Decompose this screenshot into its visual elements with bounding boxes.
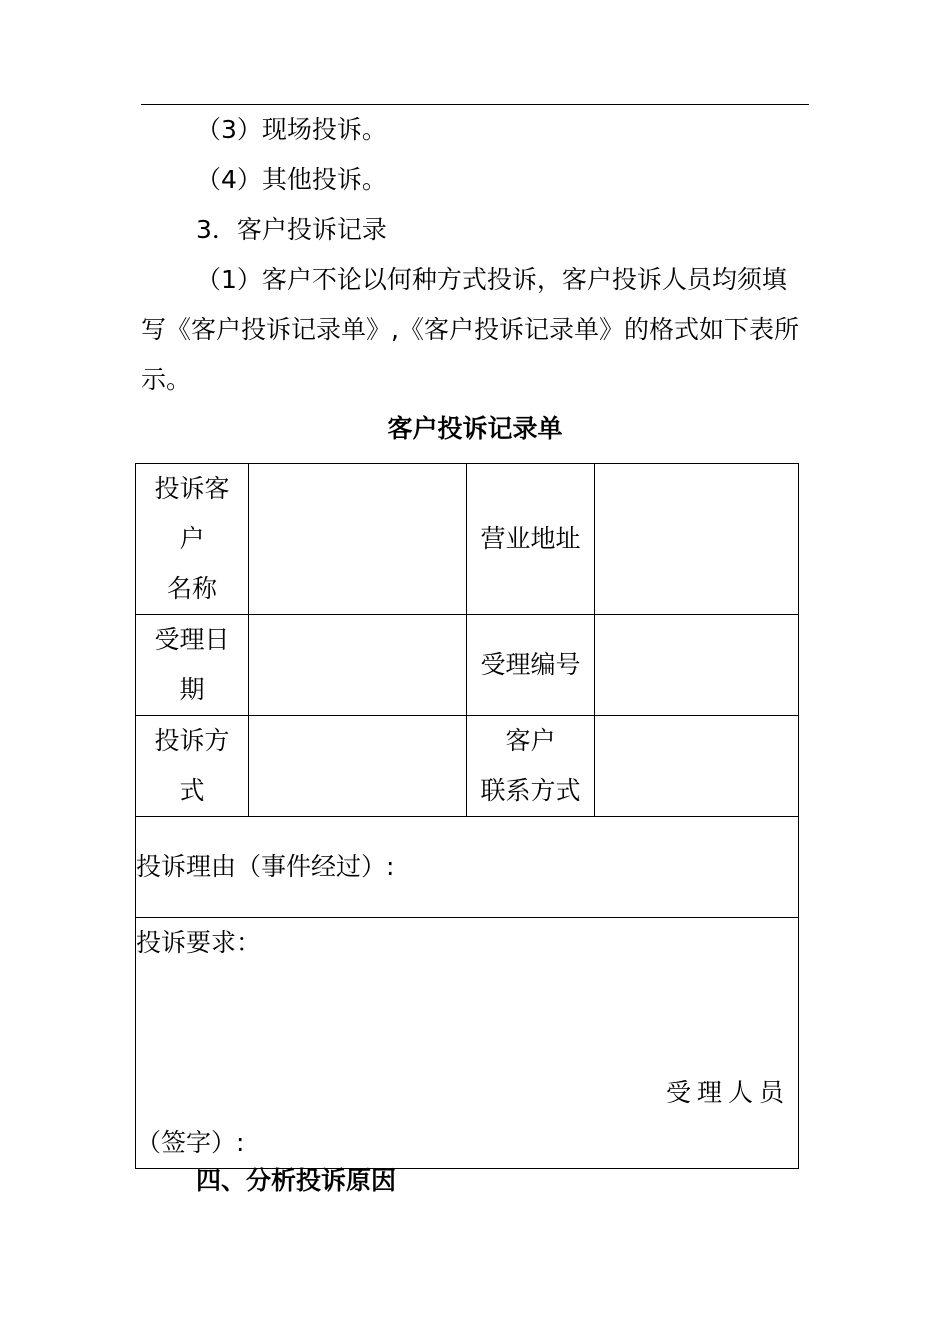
complaint-request-field[interactable] [136,918,799,1169]
form-row-method [136,716,799,817]
handler-label: 受理人员 [665,1078,790,1107]
accept-date-label: 受理日 期 [136,615,249,716]
accept-number-field[interactable] [595,615,799,716]
complaint-reason-label: 投诉理由（事件经过）: [136,852,395,881]
accept-date-field[interactable] [249,615,467,716]
list-item-onsite-complaint: （3）现场投诉。 [196,115,387,144]
signature-label: （签字）: [136,1128,245,1157]
accept-number-label: 受理编号 [467,615,595,716]
business-address-label: 营业地址 [467,464,595,615]
customer-name-field[interactable] [249,464,467,615]
paragraph-line-3: 示。 [141,365,192,394]
paragraph-line-1: （1）客户不论以何种方式投诉，客户投诉人员均须填 [196,265,787,294]
customer-contact-label: 客户 联系方式 [467,716,595,817]
customer-name-label: 投诉客 户 名称 [136,464,249,615]
section-heading-analyze-causes: 四、分析投诉原因 [196,1166,397,1195]
complaint-method-field[interactable] [249,716,467,817]
form-row-customer [136,464,799,615]
form-row-accept [136,615,799,716]
list-item-other-complaint: （4）其他投诉。 [196,165,387,194]
form-title: 客户投诉记录单 [387,414,563,443]
complaint-reason-field[interactable] [136,817,799,918]
complaint-record-form [135,463,799,1169]
business-address-field[interactable] [595,464,799,615]
complaint-request-label: 投诉要求： [136,928,262,957]
paragraph-line-2: 写《客户投诉记录单》,《客户投诉记录单》的格式如下表所 [141,315,799,344]
complaint-method-label: 投诉方 式 [136,716,249,817]
customer-contact-field[interactable] [595,716,799,817]
section-heading-complaint-record: 3．客户投诉记录 [196,215,387,244]
form-row-request [136,918,799,1169]
form-row-reason [136,817,799,918]
